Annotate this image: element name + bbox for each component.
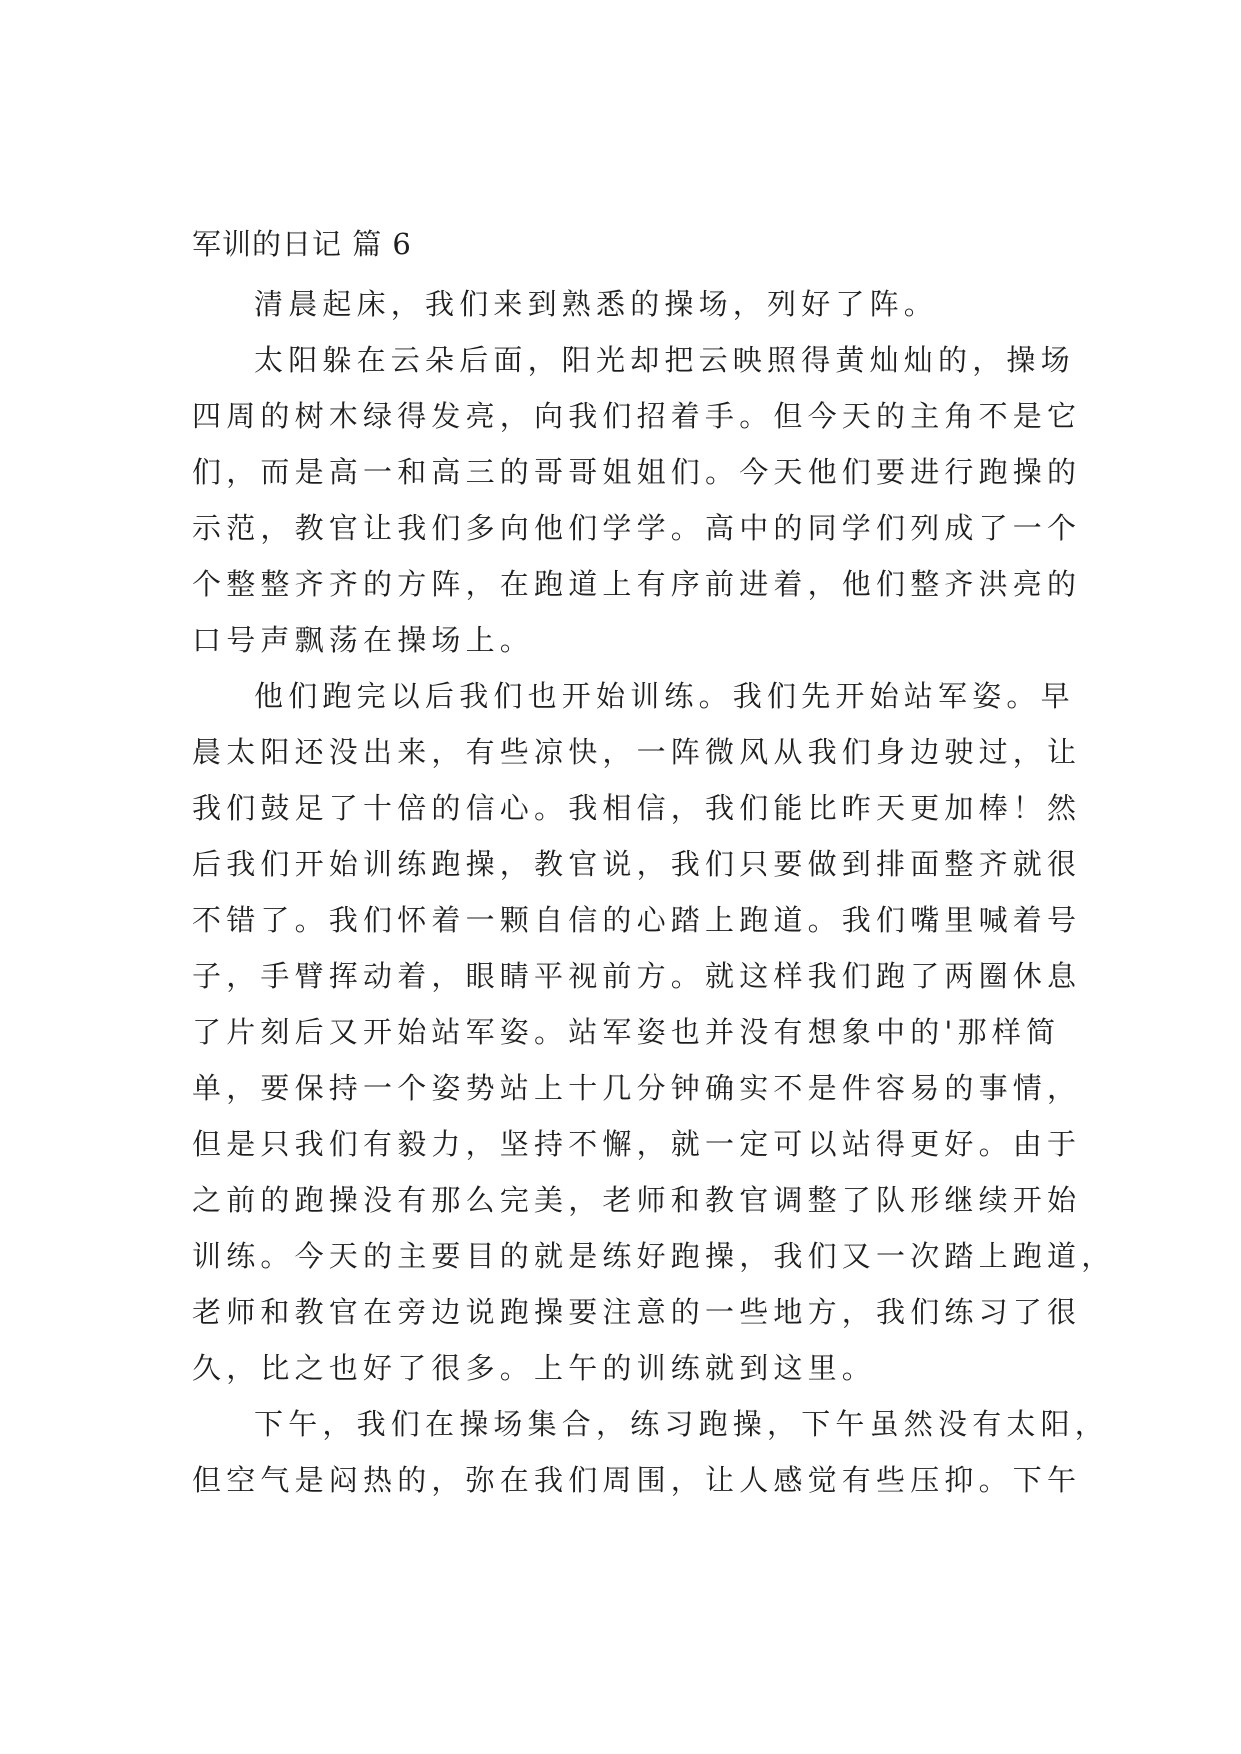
text-line: 下午，我们在操场集合，练习跑操，下午虽然没有太阳， <box>254 1407 1110 1441</box>
text-line: 晨太阳还没出来，有些凉快，一阵微风从我们身边驶过，让 <box>192 735 1082 769</box>
text-line: 单，要保持一个姿势站上十几分钟确实不是件容易的事情， <box>192 1071 1082 1105</box>
text-line: 四周的树木绿得发亮，向我们招着手。但今天的主角不是它 <box>192 399 1082 433</box>
text-line: 口号声飘荡在操场上。 <box>192 623 535 657</box>
text-line: 我们鼓足了十倍的信心。我相信，我们能比昨天更加棒！然 <box>192 791 1082 825</box>
text-line: 训练。今天的主要目的就是练好跑操，我们又一次踏上跑道， <box>192 1239 1116 1273</box>
text-line: 清晨起床，我们来到熟悉的操场，列好了阵。 <box>254 287 939 321</box>
text-line: 之前的跑操没有那么完美，老师和教官调整了队形继续开始 <box>192 1183 1082 1217</box>
text-line: 们，而是高一和高三的哥哥姐姐们。今天他们要进行跑操的 <box>192 455 1082 489</box>
text-line: 但空气是闷热的，弥在我们周围，让人感觉有些压抑。下午 <box>192 1463 1082 1497</box>
document-title: 军训的日记 篇 6 <box>192 227 412 261</box>
text-line: 不错了。我们怀着一颗自信的心踏上跑道。我们嘴里喊着号 <box>192 903 1082 937</box>
text-line: 他们跑完以后我们也开始训练。我们先开始站军姿。早 <box>254 679 1075 713</box>
text-line: 但是只我们有毅力，坚持不懈，就一定可以站得更好。由于 <box>192 1127 1082 1161</box>
text-line: 个整整齐齐的方阵，在跑道上有序前进着，他们整齐洪亮的 <box>192 567 1082 601</box>
text-line: 子，手臂挥动着，眼睛平视前方。就这样我们跑了两圈休息 <box>192 959 1082 993</box>
text-line: 太阳躲在云朵后面，阳光却把云映照得黄灿灿的，操场 <box>254 343 1075 377</box>
text-line: 老师和教官在旁边说跑操要注意的一些地方，我们练习了很 <box>192 1295 1082 1329</box>
document-body <box>192 276 1116 1508</box>
text-line: 示范，教官让我们多向他们学学。高中的同学们列成了一个 <box>192 511 1082 545</box>
text-line: 久，比之也好了很多。上午的训练就到这里。 <box>192 1351 877 1385</box>
text-line: 后我们开始训练跑操，教官说，我们只要做到排面整齐就很 <box>192 847 1082 881</box>
text-line: 了片刻后又开始站军姿。站军姿也并没有想象中的'那样简 <box>192 1015 1061 1049</box>
